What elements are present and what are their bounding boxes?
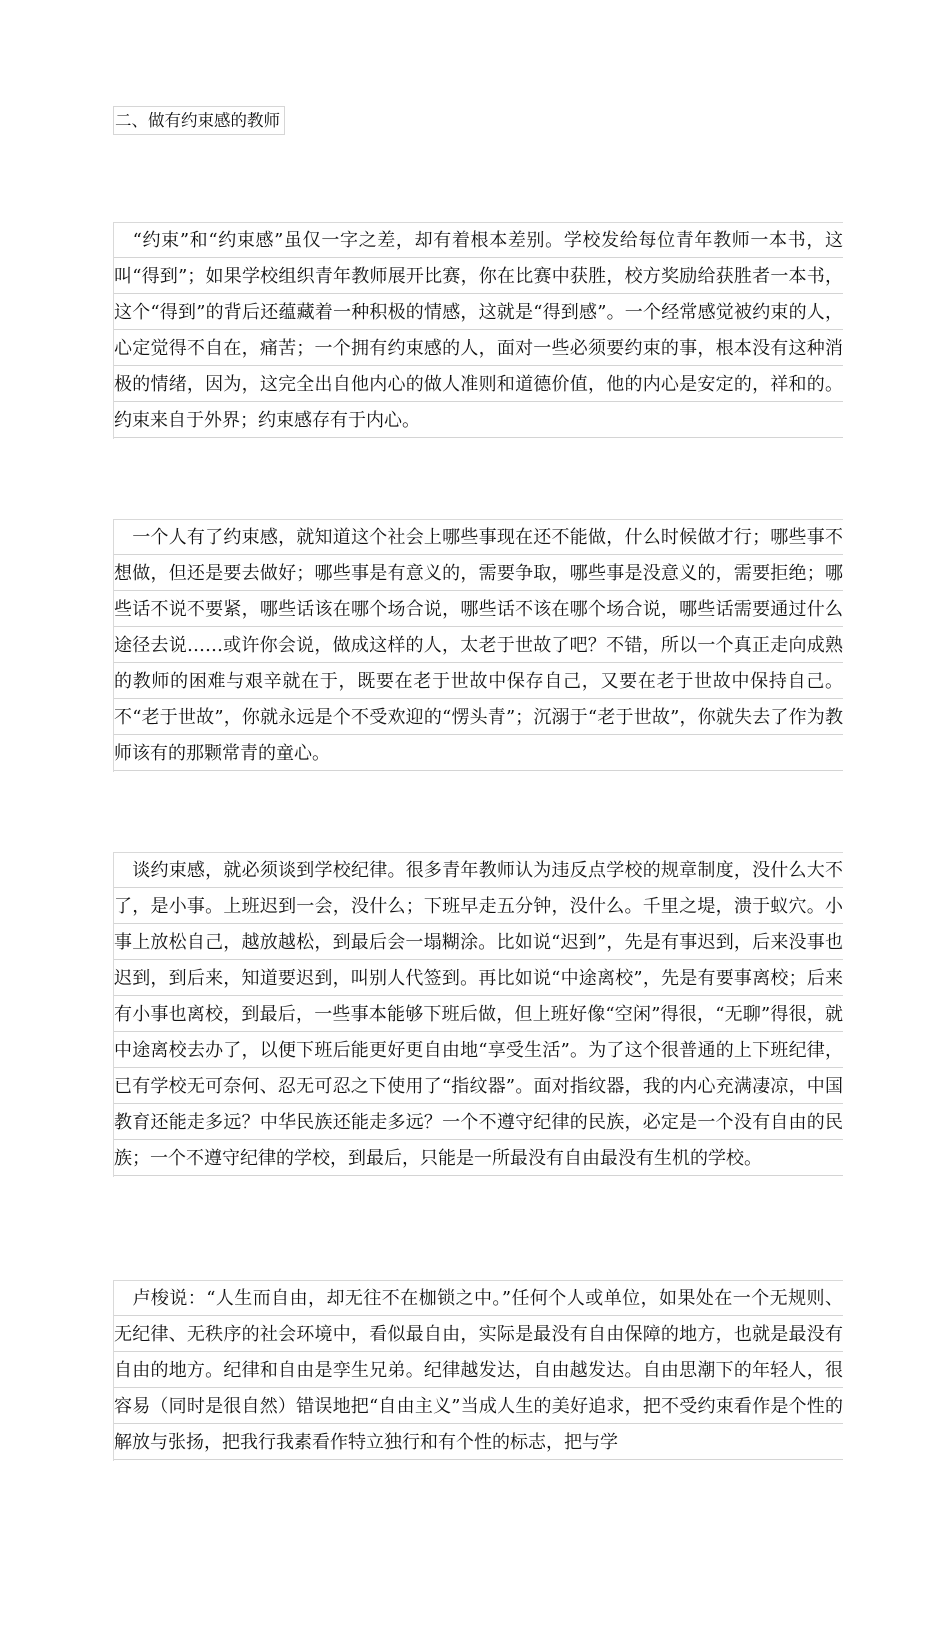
paragraph-4 (113, 1280, 843, 1461)
section-heading: 二、做有约束感的教师 (113, 106, 285, 135)
paragraph-3-text: 谈约束感，就必须谈到学校纪律。很多青年教师认为违反点学校的规章制度，没什么大不了，是小事。上班迟到一会，没什么；下班早走五分钟，没什么。千里之堤，溃于蚁穴。小事上放松自己，越放越松，到最后会一塌糊涂。比如说“迟到”，先是有事迟到，后来没事也迟到，到后来，知道要迟到，叫别人代签到。再比如说“中途离校”，先是有要事离校；后来有小事也离校，到最后，一些事本能够下班后做，但上班好像“空闲”得很，“无聊”得很，就中途离校去办了，以便下班后能更好更自由地“享受生活”。为了这个很普通的上下班纪律，已有学校无可奈何、忍无可忍之下使用了“指纹器”。面对指纹器，我的内心充满凄凉，中国教育还能走多远？中华民族还能走多远？一个不遵守纪律的民族，必定是一个没有自由的民族；一个不遵守纪律的学校，到最后，只能是一所最没有自由最没有生机的学校。 (113, 852, 843, 1177)
paragraph-1 (113, 222, 843, 439)
paragraph-2-text: 一个人有了约束感，就知道这个社会上哪些事现在还不能做，什么时候做才行；哪些事不想做，但还是要去做好；哪些事是有意义的，需要争取，哪些事是没意义的，需要拒绝；哪些话不说不要紧，哪些话该在哪个场合说，哪些话不该在哪个场合说，哪些话需要通过什么途径去说……或许你会说，做成这样的人，太老于世故了吧？不错，所以一个真正走向成熟的教师的困难与艰辛就在于，既要在老于世故中保存自己，又要在老于世故中保持自己。不“老于世故”，你就永远是个不受欢迎的“愣头青”；沉溺于“老于世故”，你就失去了作为教师该有的那颗常青的童心。 (113, 519, 843, 772)
paragraph-3 (113, 852, 843, 1177)
paragraph-4-text: 卢梭说：“人生而自由，却无往不在枷锁之中。”任何个人或单位，如果处在一个无规则、无纪律、无秩序的社会环境中，看似最自由，实际是最没有自由保障的地方，也就是最没有自由的地方。纪律和自由是孪生兄弟。纪律越发达，自由越发达。自由思潮下的年轻人，很容易（同时是很自然）错误地把“自由主义”当成人生的美好追求，把不受约束看作是个性的解放与张扬，把我行我素看作特立独行和有个性的标志，把与学 (113, 1280, 843, 1461)
paragraph-2 (113, 519, 843, 772)
paragraph-1-text: “约束”和“约束感”虽仅一字之差，却有着根本差别。学校发给每位青年教师一本书，这叫“得到”；如果学校组织青年教师展开比赛，你在比赛中获胜，校方奖励给获胜者一本书，这个“得到”的背后还蕴藏着一种积极的情感，这就是“得到感”。一个经常感觉被约束的人，心定觉得不自在，痛苦；一个拥有约束感的人，面对一些必须要约束的事，根本没有这种消极的情绪，因为，这完全出自他内心的做人准则和道德价值，他的内心是安定的，祥和的。约束来自于外界；约束感存有于内心。 (113, 222, 843, 439)
